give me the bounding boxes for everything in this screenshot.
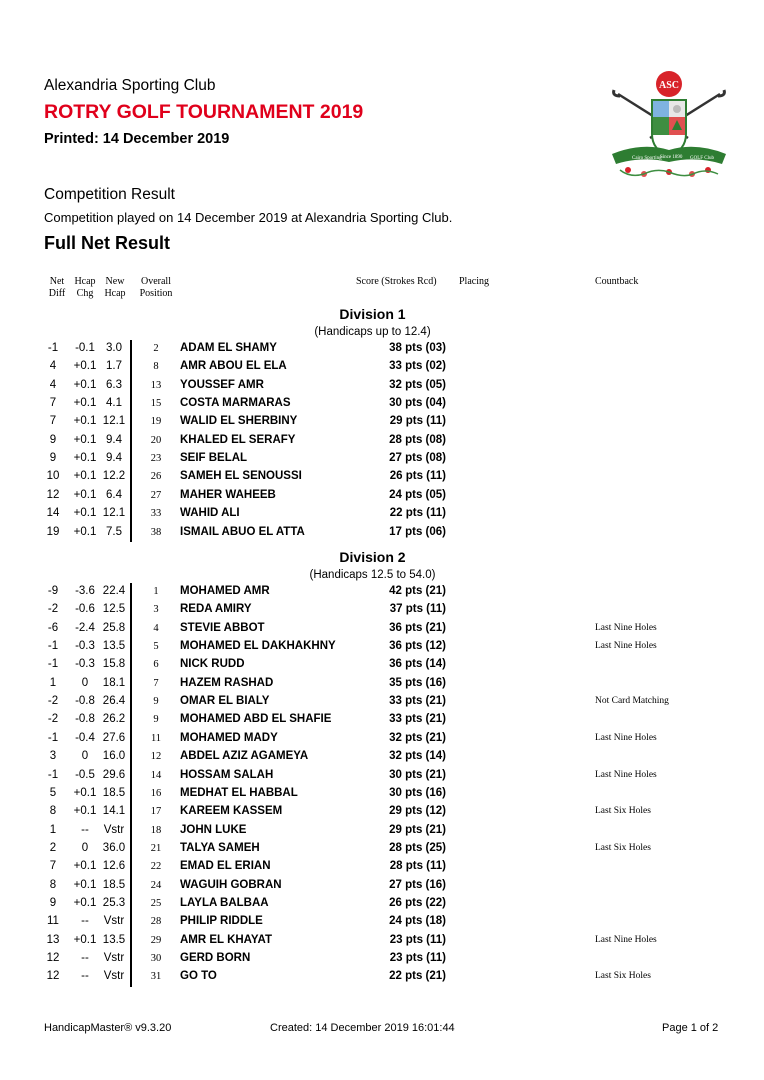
net-diff: 1	[49, 676, 57, 689]
hcap-chg: +0.1	[73, 786, 97, 799]
score: 23 pts (11)	[389, 952, 446, 964]
net-diff: -1	[47, 640, 59, 653]
table-row	[0, 913, 764, 931]
overall-position: 22	[150, 861, 162, 873]
new-hcap: 14.1	[102, 805, 126, 818]
player-name: WAGUIH GOBRAN	[180, 878, 282, 891]
col-new-hcap: New Hcap	[104, 276, 126, 299]
overall-position: 12	[150, 751, 162, 763]
new-hcap: 25.3	[102, 896, 126, 909]
overall-position: 4	[153, 622, 159, 634]
player-name: SEIF BELAL	[180, 452, 248, 465]
countback: Last Nine Holes	[595, 732, 657, 743]
player-name: AMR ABOU EL ELA	[180, 360, 287, 373]
overall-position: 24	[150, 879, 162, 891]
overall-position: 9	[153, 714, 159, 726]
overall-position: 18	[150, 824, 162, 836]
table-row	[0, 858, 764, 876]
score: 36 pts (12)	[389, 640, 446, 653]
net-diff: 4	[49, 360, 57, 373]
new-hcap: 27.6	[102, 731, 126, 744]
hcap-chg: +0.1	[73, 397, 97, 410]
hcap-chg: -3.6	[75, 585, 95, 597]
countback: Not Card Matching	[595, 696, 669, 707]
score: 33 pts (02)	[389, 360, 446, 373]
player-name: MOHAMED EL DAKHAKHNY	[180, 640, 336, 653]
score: 32 pts (05)	[389, 378, 446, 391]
new-hcap: 6.3	[106, 378, 122, 391]
overall-position: 3	[153, 604, 159, 616]
new-hcap: 12.5	[102, 603, 126, 616]
hcap-chg: -0.8	[75, 713, 95, 726]
table-row	[0, 620, 764, 638]
score: 27 pts (16)	[389, 878, 446, 891]
player-name: HAZEM RASHAD	[180, 676, 274, 689]
overall-position: 19	[150, 416, 162, 428]
new-hcap: 7.5	[106, 525, 122, 538]
score: 30 pts (21)	[389, 768, 446, 781]
new-hcap: 13.5	[102, 640, 126, 653]
net-diff: -1	[47, 731, 59, 744]
new-hcap: 4.1	[106, 397, 122, 410]
hcap-chg: +0.1	[73, 507, 97, 520]
overall-position: 28	[150, 916, 162, 928]
player-name: KAREEM KASSEM	[180, 805, 283, 818]
hcap-chg: +0.1	[73, 433, 97, 446]
net-diff: 11	[47, 915, 59, 928]
player-name: KHALED EL SERAFY	[180, 433, 296, 446]
score: 38 pts (03)	[389, 342, 446, 354]
table-row	[0, 932, 764, 950]
hcap-chg: +0.1	[73, 896, 97, 909]
hcap-chg: +0.1	[73, 488, 97, 501]
svg-text:Cairo Sporting: Cairo Sporting	[632, 156, 662, 161]
tournament-title: ROTRY GOLF TOURNAMENT 2019	[44, 101, 364, 123]
table-row	[0, 601, 764, 619]
score: 24 pts (05)	[389, 488, 446, 501]
overall-position: 2	[153, 343, 159, 354]
countback: Last Six Holes	[595, 842, 651, 853]
table-row	[0, 877, 764, 895]
col-countback: Countback	[595, 276, 639, 287]
player-name: YOUSSEF AMR	[180, 378, 264, 391]
score: 37 pts (11)	[389, 603, 446, 616]
table-row	[0, 656, 764, 674]
overall-position: 13	[150, 379, 162, 391]
hcap-chg: -0.3	[75, 658, 95, 671]
net-diff: 8	[49, 805, 57, 818]
table-row	[0, 487, 764, 505]
score: 29 pts (21)	[389, 823, 446, 836]
net-diff: 10	[46, 470, 60, 483]
footer-created: Created: 14 December 2019 16:01:44	[270, 1022, 455, 1034]
net-diff: 12	[46, 952, 60, 964]
new-hcap: 18.5	[102, 878, 126, 891]
division-subtitle: (Handicaps up to 12.4)	[314, 326, 431, 338]
table-row	[0, 785, 764, 803]
net-diff: -1	[47, 342, 59, 354]
overall-position: 20	[150, 434, 162, 446]
table-row	[0, 524, 764, 542]
hcap-chg: --	[81, 915, 89, 928]
club-name: Alexandria Sporting Club	[44, 77, 216, 94]
overall-position: 38	[150, 526, 162, 538]
new-hcap: 22.4	[102, 585, 126, 597]
score: 36 pts (14)	[389, 658, 446, 671]
net-diff: 9	[49, 896, 57, 909]
net-diff: 14	[46, 507, 60, 520]
player-name: MAHER WAHEEB	[180, 488, 276, 501]
table-row	[0, 638, 764, 656]
overall-position: 29	[150, 934, 162, 946]
division-title: Division 1	[339, 306, 406, 322]
overall-position: 23	[150, 453, 162, 465]
net-diff: -2	[47, 695, 59, 708]
player-name: ISMAIL ABUO EL ATTA	[180, 525, 305, 538]
new-hcap: Vstr	[103, 952, 125, 964]
division-title: Division 2	[339, 549, 406, 565]
table-row	[0, 432, 764, 450]
countback: Last Nine Holes	[595, 934, 657, 945]
hcap-chg: +0.1	[73, 415, 97, 428]
hcap-chg: 0	[81, 841, 89, 854]
competition-played-text: Competition played on 14 December 2019 at Alexandria Sporting Club.	[44, 210, 453, 225]
new-hcap: 12.2	[102, 470, 126, 483]
col-score: Score (Strokes Rcd)	[356, 276, 437, 287]
table-row	[0, 950, 764, 968]
score: 17 pts (06)	[389, 525, 446, 538]
table-row	[0, 340, 764, 358]
overall-position: 11	[150, 732, 162, 744]
hcap-chg: --	[81, 823, 89, 836]
countback: Last Six Holes	[595, 806, 651, 817]
net-diff: 3	[49, 750, 57, 763]
hcap-chg: +0.1	[73, 525, 97, 538]
hcap-chg: +0.1	[73, 933, 97, 946]
new-hcap: 29.6	[102, 768, 126, 781]
svg-text:GOLF Club: GOLF Club	[690, 156, 715, 161]
new-hcap: 12.1	[102, 415, 126, 428]
hcap-chg: -0.4	[75, 731, 95, 744]
player-name: GERD BORN	[180, 952, 251, 964]
net-diff: -2	[47, 713, 59, 726]
overall-position: 8	[153, 361, 159, 373]
player-name: STEVIE ABBOT	[180, 621, 265, 634]
overall-position: 7	[153, 677, 159, 689]
hcap-chg: 0	[81, 750, 89, 763]
hcap-chg: -0.1	[75, 342, 95, 354]
overall-position: 1	[153, 586, 159, 597]
player-name: MOHAMED MADY	[180, 731, 278, 744]
net-diff: 12	[46, 970, 60, 983]
score: 33 pts (21)	[389, 695, 446, 708]
new-hcap: 9.4	[106, 433, 122, 446]
new-hcap: 36.0	[102, 841, 126, 854]
new-hcap: 9.4	[106, 452, 122, 465]
net-diff: -1	[47, 768, 59, 781]
score: 22 pts (21)	[389, 970, 446, 983]
score: 36 pts (21)	[389, 621, 446, 634]
table-row	[0, 413, 764, 431]
svg-text:ASC: ASC	[658, 80, 680, 91]
net-diff: 9	[49, 433, 57, 446]
table-row	[0, 675, 764, 693]
player-name: SAMEH EL SENOUSSI	[180, 470, 302, 483]
net-diff: 1	[49, 823, 57, 836]
net-diff: 7	[49, 397, 57, 410]
table-row	[0, 895, 764, 913]
score: 26 pts (11)	[389, 470, 446, 483]
col-placing: Placing	[459, 276, 489, 287]
overall-position: 6	[153, 659, 159, 671]
table-row	[0, 767, 764, 785]
overall-position: 30	[150, 953, 162, 964]
table-row	[0, 693, 764, 711]
countback: Last Six Holes	[595, 971, 651, 982]
new-hcap: 25.8	[102, 621, 126, 634]
new-hcap: 16.0	[102, 750, 126, 763]
score: 28 pts (08)	[389, 433, 446, 446]
table-row	[0, 450, 764, 468]
net-diff: 7	[49, 415, 57, 428]
overall-position: 33	[150, 508, 162, 520]
hcap-chg: --	[81, 952, 89, 964]
hcap-chg: 0	[81, 676, 89, 689]
net-diff: 2	[49, 841, 57, 854]
overall-position: 25	[150, 897, 162, 909]
player-name: ADAM EL SHAMY	[180, 342, 277, 354]
score: 32 pts (14)	[389, 750, 446, 763]
countback: Last Nine Holes	[595, 769, 657, 780]
overall-position: 27	[150, 489, 162, 501]
player-name: WALID EL SHERBINY	[180, 415, 298, 428]
hcap-chg: +0.1	[73, 805, 97, 818]
score: 30 pts (16)	[389, 786, 446, 799]
hcap-chg: -0.5	[75, 768, 95, 781]
player-name: EMAD EL ERIAN	[180, 860, 271, 873]
full-net-result-heading: Full Net Result	[44, 233, 171, 253]
net-diff: 19	[46, 525, 60, 538]
new-hcap: Vstr	[103, 823, 125, 836]
score: 33 pts (21)	[389, 713, 446, 726]
new-hcap: Vstr	[103, 915, 125, 928]
overall-position: 9	[153, 696, 159, 708]
player-name: NICK RUDD	[180, 658, 245, 671]
new-hcap: 12.6	[102, 860, 126, 873]
table-row	[0, 730, 764, 748]
player-name: COSTA MARMARAS	[180, 397, 291, 410]
new-hcap: 15.8	[102, 658, 126, 671]
club-logo	[608, 66, 730, 188]
net-diff: 4	[49, 378, 57, 391]
player-name: MOHAMED AMR	[180, 585, 270, 597]
score: 29 pts (11)	[389, 415, 446, 428]
net-diff: -9	[47, 585, 59, 597]
table-row	[0, 468, 764, 486]
overall-position: 26	[150, 471, 162, 483]
net-diff: -2	[47, 603, 59, 616]
svg-text:Since 1890: Since 1890	[660, 155, 683, 160]
hcap-chg: -0.6	[75, 603, 95, 616]
hcap-chg: -0.8	[75, 695, 95, 708]
hcap-chg: -2.4	[75, 621, 95, 634]
hcap-chg: --	[81, 970, 89, 983]
footer-software: HandicapMaster® v9.3.20	[44, 1022, 172, 1034]
competition-heading: Competition Result	[44, 186, 175, 203]
player-name: REDA AMIRY	[180, 603, 252, 616]
overall-position: 21	[150, 842, 162, 854]
overall-position: 14	[150, 769, 162, 781]
player-name: HOSSAM SALAH	[180, 768, 274, 781]
score: 29 pts (12)	[389, 805, 446, 818]
table-row	[0, 377, 764, 395]
hcap-chg: +0.1	[73, 470, 97, 483]
score: 28 pts (11)	[389, 860, 446, 873]
new-hcap: 13.5	[102, 933, 126, 946]
net-diff: 9	[49, 452, 57, 465]
hcap-chg: +0.1	[73, 878, 97, 891]
division-subtitle: (Handicaps 12.5 to 54.0)	[309, 569, 436, 581]
new-hcap: 26.4	[102, 695, 126, 708]
hcap-chg: +0.1	[73, 860, 97, 873]
net-diff: -1	[47, 658, 59, 671]
net-diff: 7	[49, 860, 57, 873]
score: 22 pts (11)	[389, 507, 446, 520]
table-row	[0, 822, 764, 840]
table-row	[0, 583, 764, 601]
score: 24 pts (18)	[389, 915, 446, 928]
table-row	[0, 840, 764, 858]
table-row	[0, 968, 764, 986]
col-net-diff: Net Diff	[48, 276, 66, 299]
player-name: TALYA SAMEH	[180, 841, 260, 854]
player-name: OMAR EL BIALY	[180, 695, 270, 708]
net-diff: 12	[46, 488, 60, 501]
table-row	[0, 358, 764, 376]
player-name: MEDHAT EL HABBAL	[180, 786, 298, 799]
score: 23 pts (11)	[389, 933, 446, 946]
table-row	[0, 395, 764, 413]
overall-position: 15	[150, 398, 162, 410]
overall-position: 16	[150, 787, 162, 799]
player-name: MOHAMED ABD EL SHAFIE	[180, 713, 332, 726]
table-row	[0, 748, 764, 766]
new-hcap: 12.1	[102, 507, 126, 520]
score: 26 pts (22)	[389, 896, 446, 909]
player-name: WAHID ALI	[180, 507, 240, 520]
hcap-chg: +0.1	[73, 378, 97, 391]
net-diff: 13	[46, 933, 60, 946]
countback: Last Nine Holes	[595, 622, 657, 633]
table-row	[0, 711, 764, 729]
overall-position: 31	[150, 971, 162, 983]
col-hcap-chg: Hcap Chg	[74, 276, 96, 299]
new-hcap: 18.5	[102, 786, 126, 799]
player-name: GO TO	[180, 970, 217, 983]
table-row	[0, 505, 764, 523]
new-hcap: Vstr	[103, 970, 125, 983]
footer-page: Page 1 of 2	[662, 1022, 719, 1034]
new-hcap: 1.7	[106, 360, 122, 373]
score: 30 pts (04)	[389, 397, 446, 410]
player-name: ABDEL AZIZ AGAMEYA	[180, 750, 309, 763]
hcap-chg: +0.1	[73, 360, 97, 373]
score: 32 pts (21)	[389, 731, 446, 744]
player-name: AMR EL KHAYAT	[180, 933, 273, 946]
player-name: LAYLA BALBAA	[180, 896, 269, 909]
player-name: JOHN LUKE	[180, 823, 247, 836]
new-hcap: 18.1	[102, 676, 126, 689]
score: 27 pts (08)	[389, 452, 446, 465]
net-diff: 5	[49, 786, 57, 799]
countback: Last Nine Holes	[595, 641, 657, 652]
overall-position: 17	[150, 806, 162, 818]
new-hcap: 26.2	[102, 713, 126, 726]
net-diff: -6	[47, 621, 59, 634]
new-hcap: 6.4	[106, 488, 122, 501]
col-overall-position: Overall Position	[139, 276, 173, 299]
score: 28 pts (25)	[389, 841, 446, 854]
hcap-chg: +0.1	[73, 452, 97, 465]
score: 35 pts (16)	[389, 676, 446, 689]
player-name: PHILIP RIDDLE	[180, 915, 263, 928]
printed-date: Printed: 14 December 2019	[44, 131, 230, 147]
table-row	[0, 803, 764, 821]
score: 42 pts (21)	[389, 585, 446, 597]
new-hcap: 3.0	[106, 342, 122, 354]
net-diff: 8	[49, 878, 57, 891]
hcap-chg: -0.3	[75, 640, 95, 653]
overall-position: 5	[153, 641, 159, 653]
